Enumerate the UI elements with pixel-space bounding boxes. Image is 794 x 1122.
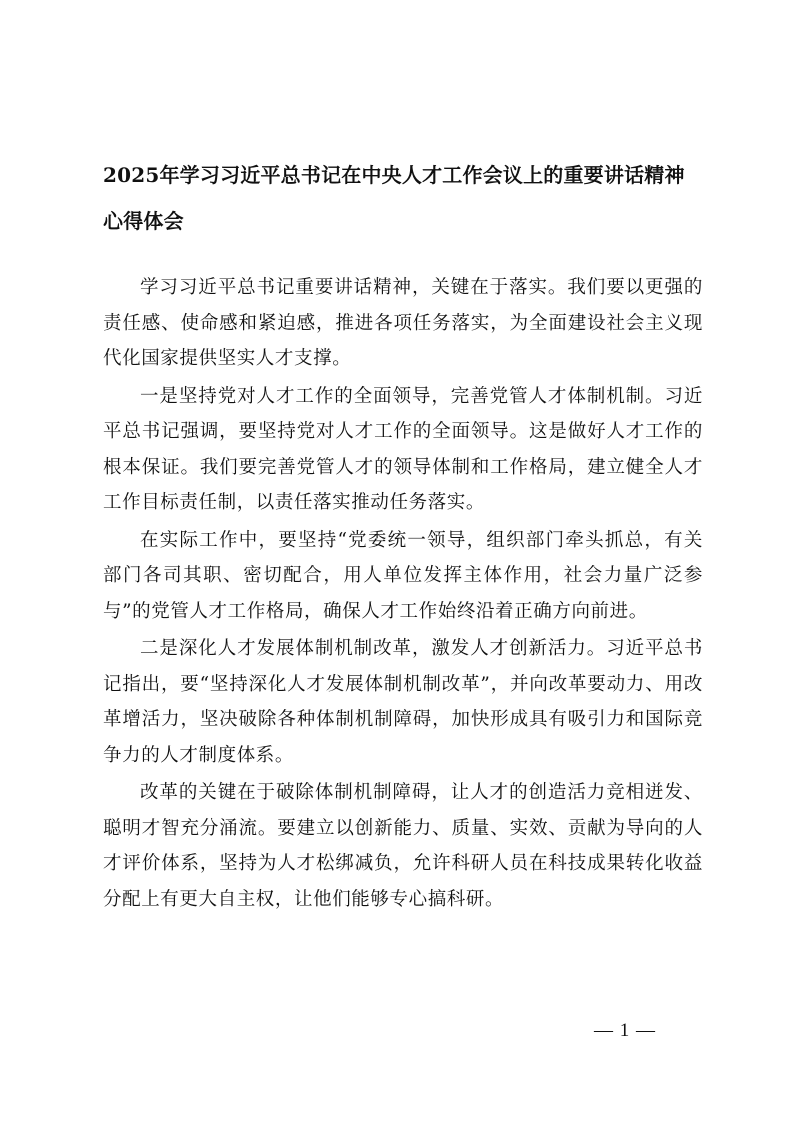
paragraph-2: 一是坚持党对人才工作的全面领导，完善党管人才体制机制。习近平总书记强调，要坚持党对人才工作的全面领导。这是做好人才工作的根本保证。我们要完善党管人才的领导体制和工作格局，建立健全人才工作目标责任制，以责任落实推动任务落实。 (103, 385, 703, 513)
paragraph-5: 改革的关键在于破除体制机制障碍，让人才的创造活力竞相迸发、聪明才智充分涌流。要建立以创新能力、质量、实效、贡献为导向的人才评价体系，坚持为人才松绑减负，允许科研人员在科技成果转化收益分配上有更大自主权，让他们能够专心搞科研。 (103, 782, 703, 910)
document-title: 2025年学习习近平总书记在中央人才工作会议上的重要讲话精神心得体会 (103, 163, 685, 233)
document-body (103, 270, 703, 919)
page-number: — 1 — (594, 1020, 656, 1041)
paragraph-4: 二是深化人才发展体制机制改革，激发人才创新活力。习近平总书记指出，要“坚持深化人才发展体制机制改革”，并向改革要动力、用改革增活力，坚决破除各种体制机制障碍，加快形成具有吸引力和国际竞争力的人才制度体系。 (103, 638, 703, 766)
paragraph-1: 学习习近平总书记重要讲话精神，关键在于落实。我们要以更强的责任感、使命感和紧迫感，推进各项任务落实，为全面建设社会主义现代化国家提供坚实人才支撑。 (103, 277, 703, 369)
paragraph-3: 在实际工作中，要坚持“党委统一领导，组织部门牵头抓总，有关部门各司其职、密切配合，用人单位发挥主体作用，社会力量广泛参与”的党管人才工作格局，确保人才工作始终沿着正确方向前进。 (103, 529, 703, 622)
